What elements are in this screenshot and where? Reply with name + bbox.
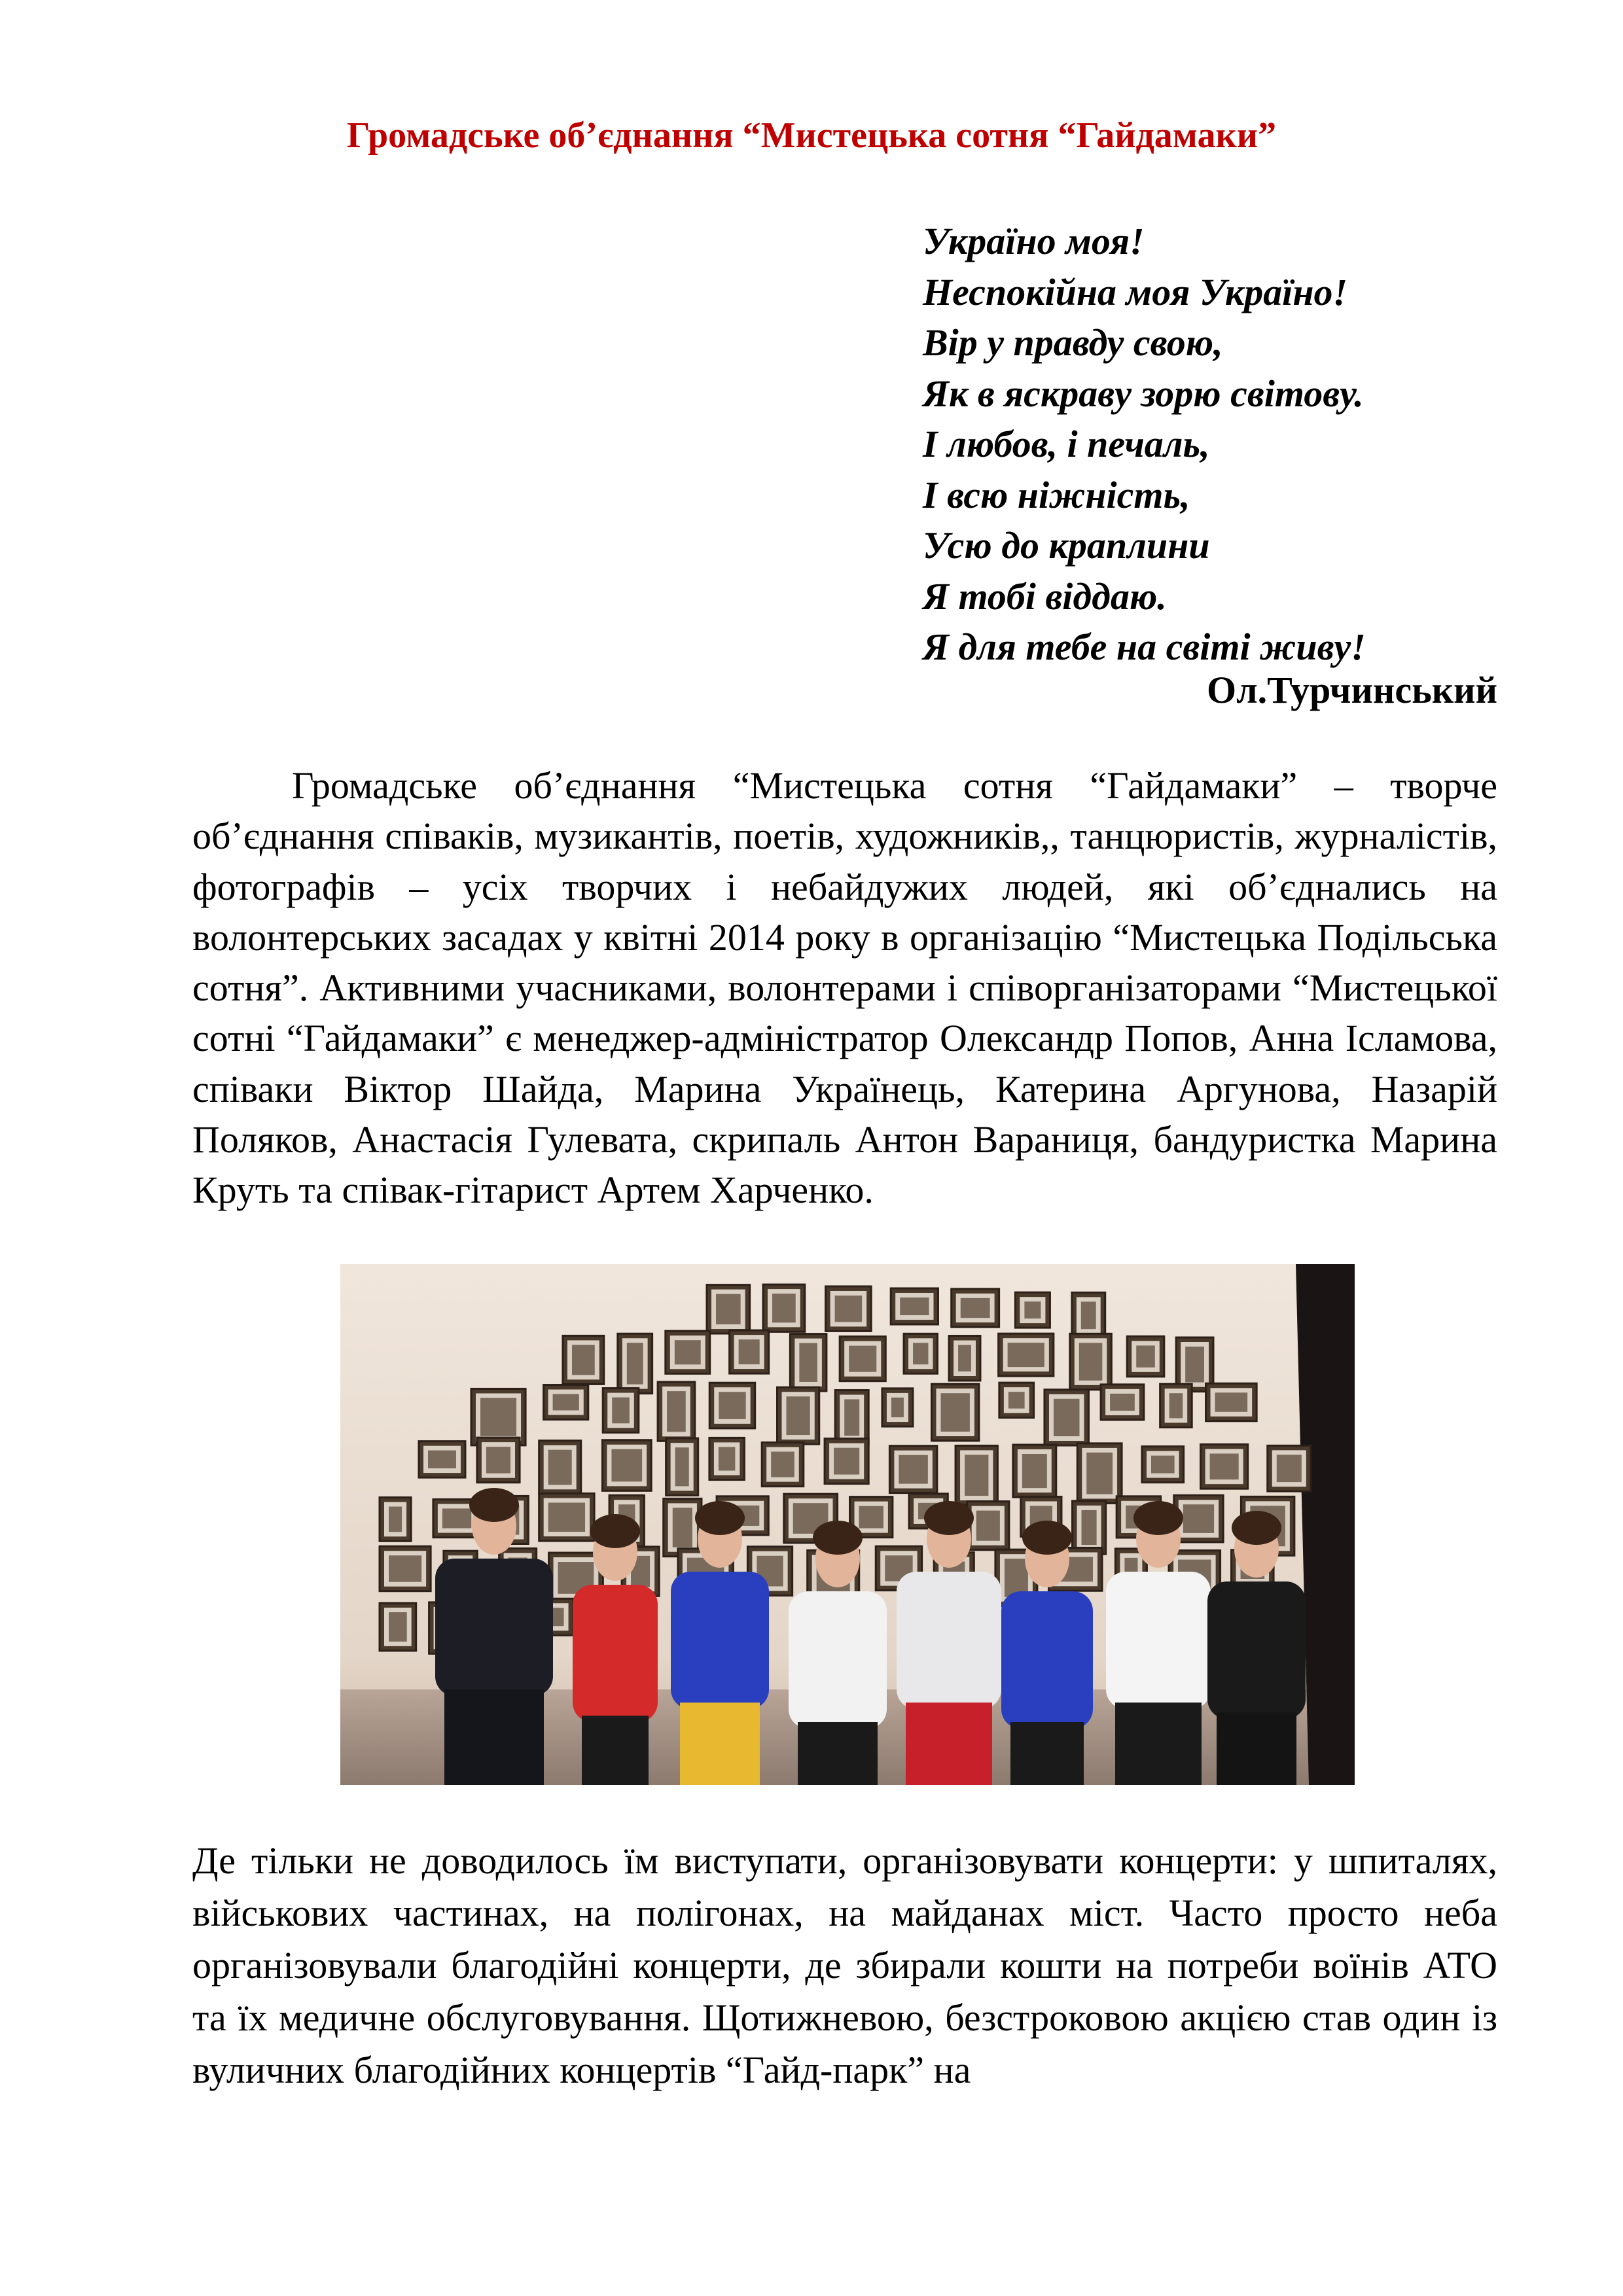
picture-frame-image (849, 1346, 876, 1372)
picture-frame-image (1277, 1455, 1302, 1482)
group-photo-illustration (340, 1264, 1355, 1785)
picture-frame-image (891, 1398, 904, 1417)
poem-line: Неспокійна моя Україно! (923, 270, 1348, 313)
person-legs (680, 1703, 760, 1785)
picture-frame-image (486, 1447, 510, 1474)
picture-frame-image (572, 1345, 595, 1375)
person-legs (444, 1689, 544, 1785)
picture-frame-image (913, 1343, 928, 1364)
poem-line: І любов, і печаль, (923, 423, 1210, 465)
picture-frame-image (548, 1502, 585, 1532)
poem-line: Я для тебе на світі живу! (923, 626, 1366, 668)
picture-frame-image (673, 1508, 692, 1547)
picture-frame-image (389, 1555, 421, 1581)
person-torso (1106, 1572, 1211, 1709)
picture-frame-image (1185, 1347, 1204, 1383)
picture-frame-image (480, 1398, 516, 1436)
picture-frame-image (772, 1294, 796, 1322)
picture-frame-image (389, 1612, 407, 1642)
picture-frame-image (442, 1508, 471, 1528)
picture-frame-image (548, 1450, 572, 1485)
picture-frame-image (675, 1447, 689, 1486)
person-legs (906, 1703, 992, 1785)
poem-line: Україно моя! (923, 220, 1145, 262)
picture-frame-image (1024, 1301, 1041, 1318)
picture-frame-image (1110, 1394, 1135, 1411)
picture-frame-image (961, 1298, 990, 1318)
poem-line: І всю ніжність, (923, 473, 1190, 516)
picture-frame-image (1215, 1392, 1248, 1411)
picture-frame-image (1022, 1454, 1047, 1488)
picture-frame-image (1169, 1393, 1183, 1418)
picture-frame-image (389, 1507, 402, 1532)
picture-frame-image (1210, 1454, 1239, 1480)
poem-author: Ол.Турчинський (1207, 669, 1497, 711)
picture-frame-image (716, 1294, 741, 1324)
group-photo (340, 1264, 1355, 1785)
poem-line: Усю до краплини (923, 524, 1210, 567)
person-torso (573, 1585, 658, 1722)
picture-frame-image (1054, 1399, 1079, 1436)
person-legs (1010, 1722, 1084, 1785)
picture-frame-image (612, 1398, 630, 1424)
person-torso (671, 1572, 769, 1709)
person-hair (1133, 1501, 1183, 1535)
person-legs (798, 1722, 878, 1785)
picture-frame-image (958, 1345, 971, 1371)
poem-line: Я тобі віддаю. (923, 574, 1167, 618)
person-hair (924, 1501, 974, 1535)
picture-frame-image (1183, 1504, 1214, 1533)
picture-frame-image (1008, 1392, 1025, 1408)
picture-frame-image (719, 1392, 745, 1419)
picture-frame-image (976, 1511, 1000, 1541)
picture-frame-image (1005, 1559, 1028, 1597)
poem (923, 216, 1499, 673)
picture-frame-image (1008, 1343, 1044, 1367)
person-torso (789, 1591, 887, 1729)
body-paragraph-1: Громадське об’єднання “Мистецька сотня “Гайдамаки” – творче об’єднання співаків, музикантів, поетів, художників,, танцюристів, журналістів, фотографів – усіх творчих і небайдужих людей, які об’єднались на волонтерських засадах у квітні 2014 року в організацію “Мистецька Подільська сотня”. Активними учасниками, волонтерами і співорганізаторами “Мистецької сотні “Гайдамаки” є менеджер-адміністратор Олександр Попов, Анна Ісламова, співаки Віктор Шайда, Марина Українець, Катерина Аргунова, Назарій Поляков, Анастасія Гулевата, скрипаль Антон Вараниця, бандуристка Марина Круть та співак-гітарист Артем Харченко. (192, 764, 1497, 1212)
picture-frame-image (627, 1343, 643, 1384)
person-hair (813, 1521, 863, 1555)
poem-line: Як в яскраву зорю світову. (923, 372, 1364, 415)
picture-frame-image (900, 1298, 929, 1315)
document-title: Громадське об’єднання “Мистецька сотня “Гайдамаки” (346, 115, 1277, 156)
picture-frame-image (786, 1396, 810, 1435)
person-legs (582, 1716, 649, 1785)
picture-frame-image (940, 1393, 969, 1432)
picture-frame-image (611, 1449, 642, 1482)
picture-frame-image (965, 1455, 988, 1496)
person-torso (1001, 1591, 1093, 1729)
picture-frame-image (719, 1447, 735, 1470)
person-torso (897, 1572, 1001, 1709)
picture-frame-image (835, 1296, 863, 1322)
picture-frame-image (428, 1451, 456, 1468)
person-hair (1022, 1521, 1072, 1555)
picture-frame-image (771, 1452, 794, 1477)
person-hair (469, 1488, 519, 1522)
picture-frame-image (834, 1448, 859, 1475)
picture-frame-image (553, 1394, 579, 1411)
person-hair (695, 1501, 745, 1535)
picture-frame-image (675, 1340, 701, 1364)
picture-frame-image (844, 1400, 859, 1436)
picture-frame-image (667, 1391, 686, 1432)
picture-frame-image (1086, 1453, 1113, 1494)
picture-frame-image (1136, 1345, 1155, 1367)
picture-frame-image (859, 1506, 883, 1528)
person-torso (1207, 1581, 1306, 1719)
person-hair (590, 1514, 640, 1548)
picture-frame-image (899, 1455, 927, 1484)
person-legs (1115, 1703, 1202, 1785)
picture-frame-image (1151, 1456, 1175, 1474)
picture-frame-image (1082, 1510, 1097, 1545)
picture-frame-image (739, 1339, 760, 1364)
picture-frame-image (799, 1343, 817, 1382)
person-legs (1217, 1712, 1296, 1785)
person-torso (435, 1559, 553, 1696)
poem-line: Вір у правду свою, (923, 321, 1223, 364)
person-hair (1232, 1511, 1281, 1545)
body-paragraph-2: Де тільки не доводилось їм виступати, організовувати концерти: у шпиталях, військових частинах, на полігонах, на майданах міст. Часто просто неба організовували благодійні концерти, де збирали кошти на потреби воїнів АТО та їх медичне обслуговування. Щотижневою, безстроковою акцією став один із вуличних благодійних концертів “Гайд-парк” на (192, 1839, 1497, 2091)
picture-frame-image (1079, 1343, 1103, 1381)
picture-frame-image (1081, 1301, 1096, 1329)
